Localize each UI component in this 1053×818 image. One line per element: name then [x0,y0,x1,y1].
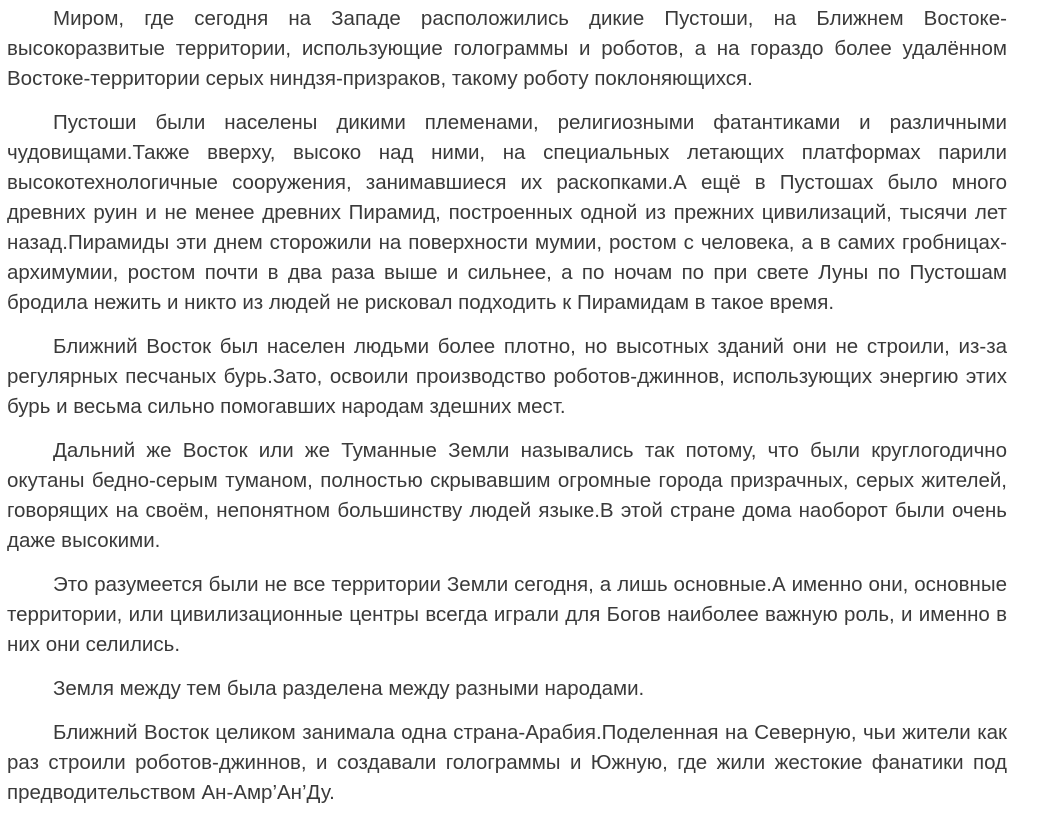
paragraph-1: Миром, где сегодня на Западе расположились дикие Пустоши, на Ближнем Востоке-высокоразвитые территории, использующие голограммы и роботов, а на гораздо более удалённом Востоке-территории серых ниндзя-призраков, такому роботу поклоняющихся. [7,7,1007,90]
paragraph-2: Пустоши были населены дикими племенами, религиозными фатантиками и различными чудовищами.Также вверху, высоко над ними, на специальных летающих платформах парили высокотехнологичные сооружения, занимавшиеся их раскопками.А ещё в Пустошах было много древних руин и не менее древних Пирамид, построенных одной из прежних цивилизаций, тысячи лет назад.Пирамиды эти днем сторожили на поверхности мумии, ростом с человека, а в самих гробницах-архимумии, ростом почти в два раза выше и сильнее, а по ночам по при свете Луны по Пустошам бродила нежить и никто из людей не рисковал подходить к Пирамидам в такое время. [7,111,1007,314]
paragraph-4: Дальний же Восток или же Туманные Земли назывались так потому, что были круглогодично окутаны бедно-серым туманом, полностью скрывавшим огромные города призрачных, серых жителей, говорящих на своём, непонятном большинству людей языке.В этой стране дома наоборот были очень даже высокими. [7,439,1007,552]
paragraph-6: Земля между тем была разделена между разными народами. [53,677,645,700]
paragraph-3: Ближний Восток был населен людьми более плотно, но высотных зданий они не строили, из-за регулярных песчаных бурь.Зато, освоили производство роботов-джиннов, использующих энергию этих бурь и весьма сильно помогавших народам здешних мест. [7,335,1007,418]
paragraph-7: Ближний Восток целиком занимала одна страна-Арабия.Поделенная на Северную, чьи жители как раз строили роботов-джиннов, и создавали голограммы и Южную, где жили жестокие фанатики под предводительством Ан-Амр’Ан’Ду. [7,721,1007,804]
paragraph-5: Это разумеется были не все территории Земли сегодня, а лишь основные.А именно они, основные территории, или цивилизационные центры всегда играли для Богов наиболее важную роль, и именно в них они селились. [7,573,1007,656]
